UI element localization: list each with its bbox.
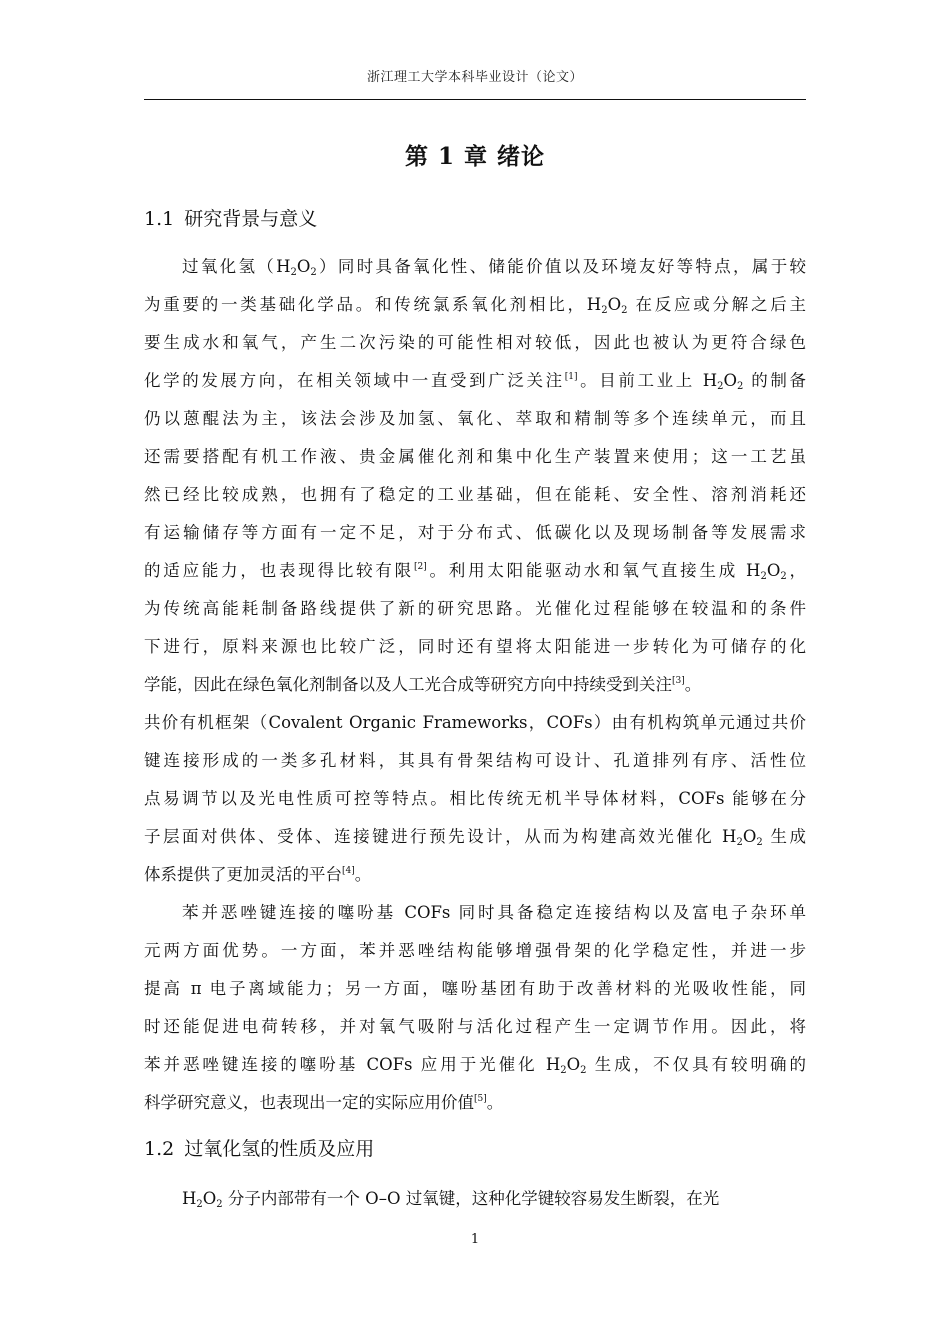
body-line: 的适应能力，也表现得比较有限[2]。利用太阳能驱动水和氧气直接生成 $H_2O_2$，	[144, 561, 807, 582]
body-line: $H_2O_2$ 分子内部带有一个 O–O 过氧键，这种化学键较容易发生断裂，在光	[182, 1189, 720, 1210]
section-number: 1.1	[144, 208, 175, 230]
page-number: 1	[470, 1232, 480, 1247]
body-line: 子层面对供体、受体、连接键进行预先设计，从而为构建高效光催化 $H_2O_2$ 生成	[144, 827, 806, 848]
body-line: 仍以蒽醌法为主，该法会涉及加氢、氧化、萃取和精制等多个连续单元，而且	[144, 409, 806, 428]
body-line: 键连接形成的一类多孔材料，其具有骨架结构可设计、孔道排列有序、活性位	[144, 751, 806, 770]
section-title: 研究背景与意义	[184, 208, 318, 230]
header-rule	[144, 99, 806, 100]
body-line: 为重要的一类基础化学品。和传统氯系氧化剂相比，$H_2O_2$ 在反应或分解之后主	[144, 295, 807, 316]
body-line: 共价有机框架（Covalent Organic Frameworks，COFs）由有机构筑单元通过共价	[144, 713, 806, 732]
body-line: 体系提供了更加灵活的平台[4]。	[144, 865, 372, 884]
body-line: 然已经比较成熟，也拥有了稳定的工业基础，但在能耗、安全性、溶剂消耗还	[144, 485, 806, 504]
body-line: 过氧化氢$(H_2O_2)$同时具备氧化性、储能价值以及环境友好等特点，属于较	[182, 257, 807, 278]
body-line: 科学研究意义，也表现出一定的实际应用价值[5]。	[144, 1093, 504, 1112]
section-number: 1.2	[144, 1138, 175, 1160]
body-line: 学能，因此在绿色氧化剂制备以及人工光合成等研究方向中持续受到关注[3]。	[144, 675, 702, 694]
body-line: 提高 π 电子离域能力；另一方面，噻吩基团有助于改善材料的光吸收性能，同	[144, 979, 806, 998]
section-title: 过氧化氢的性质及应用	[184, 1138, 375, 1160]
body-line: 时还能促进电荷转移，并对氧气吸附与活化过程产生一定调节作用。因此，将	[144, 1017, 806, 1036]
running-header: 浙江理工大学本科毕业设计（论文）	[366, 70, 583, 85]
body-line: 元两方面优势。一方面，苯并恶唑结构能够增强骨架的化学稳定性，并进一步	[144, 941, 806, 960]
body-line: 苯并恶唑键连接的噻吩基 COFs 应用于光催化 $H_2O_2$ 生成，不仅具有较明确的	[144, 1055, 806, 1076]
body-line: 有运输储存等方面有一定不足，对于分布式、低碳化以及现场制备等发展需求	[144, 523, 806, 542]
chapter-title: 第 1 章 绪论	[404, 143, 546, 170]
section-heading-1-1	[144, 204, 317, 231]
body-line: 点易调节以及光电性质可控等特点。相比传统无机半导体材料，COFs 能够在分	[144, 789, 806, 808]
body-line: 为传统高能耗制备路线提供了新的研究思路。光催化过程能够在较温和的条件	[144, 599, 806, 618]
body-line: 下进行，原料来源也比较广泛，同时还有望将太阳能进一步转化为可储存的化	[144, 637, 806, 656]
section-heading-1-2	[144, 1134, 374, 1161]
body-line: 要生成水和氧气，产生二次污染的可能性相对较低，因此也被认为更符合绿色	[144, 333, 806, 352]
body-line: 化学的发展方向，在相关领域中一直受到广泛关注[1]。目前工业上 $H_2O_2$ 的制备	[144, 371, 806, 392]
body-line: 苯并恶唑键连接的噻吩基 COFs 同时具备稳定连接结构以及富电子杂环单	[182, 903, 806, 922]
body-line: 还需要搭配有机工作液、贵金属催化剂和集中化生产装置来使用；这一工艺虽	[144, 447, 806, 466]
